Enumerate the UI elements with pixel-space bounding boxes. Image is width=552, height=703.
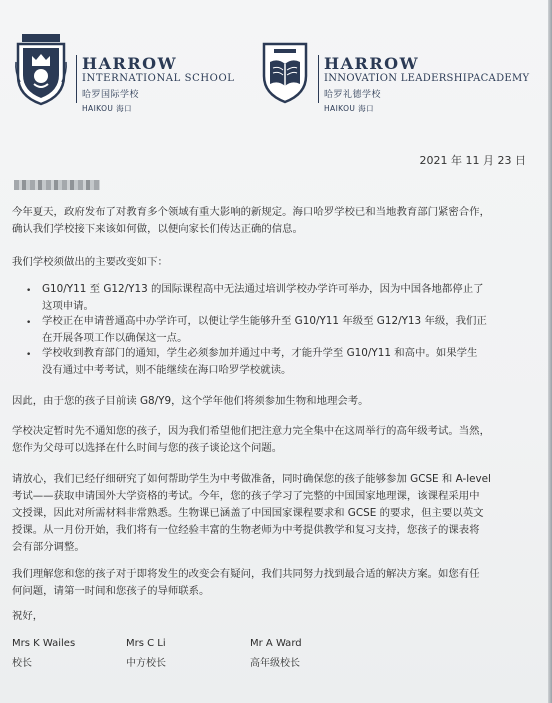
harrow-crest-icon	[14, 32, 68, 106]
right-school-name-cn: 哈罗礼德学校	[324, 90, 382, 100]
bullet-1-line-2: 这项申请。	[42, 300, 94, 312]
bullet-2-line-1: 学校正在申请普通高中办学许可，以便让学生能够升至 G10/Y11 年级至 G12/Y13 年级，我们正	[42, 315, 487, 327]
header-divider-right	[318, 55, 319, 103]
left-school-name-cn: 哈罗国际学校	[82, 90, 140, 100]
signature-name: Mrs K Wailes	[12, 638, 76, 649]
bullet-3-line-1: 学校收到教育部门的通知，学生必须参加并通过中考，才能升学至 G10/Y11 和高中。如果学生	[42, 347, 478, 359]
paragraph-4-line-2: 您作为父母可以选择在什么时间与您的孩子谈论这个问题。	[12, 442, 283, 454]
paragraph-5-line-2: 考试——获取申请国外大学资格的考试。今年，您的孩子学习了完整的中国国家地理课，该课程采用中	[12, 490, 480, 502]
paragraph-4-line-1: 学校决定暂时先不通知您的孩子，因为我们希望他们把注意力完全集中在这周举行的高年级考试。当然，	[12, 425, 490, 437]
paragraph-2: 我们学校须做出的主要改变如下：	[12, 256, 168, 268]
signature-title: 中方校长	[126, 658, 166, 669]
bullet-2-line-2: 在开展各项工作以确保这一点。	[42, 332, 188, 344]
bullet-1-line-1: G10/Y11 至 G12/Y13 的国际课程高中无法通过培训学校办学许可举办，因为中国各地都停止了	[42, 283, 484, 295]
page-edge-shadow	[548, 0, 552, 703]
left-school-subtitle: INTERNATIONAL SCHOOL	[82, 73, 235, 84]
paragraph-5-line-1: 请放心，我们已经仔细研究了如何帮助学生为中考做准备，同时确保您的孩子能够参加 GCSE 和 A-level	[12, 473, 491, 485]
bullet-dot: •	[26, 350, 32, 360]
header-divider-left	[76, 55, 77, 103]
right-school-subtitle: INNOVATION LEADERSHIPACADEMY	[324, 73, 530, 84]
paragraph-1-line-2: 确认我们学校接下来该如何做，以便向家长们传达正确的信息。	[12, 223, 303, 235]
paragraph-6-line-2: 何问题，请第一时间和您孩子的导师联系。	[12, 585, 210, 597]
closing: 祝好，	[12, 610, 44, 622]
signature-title: 高年级校长	[250, 658, 300, 669]
paragraph-6-line-1: 我们理解您和您的孩子对于即将发生的改变会有疑问，我们共同努力找到最合适的解决方案。如您有任	[12, 568, 480, 580]
paragraph-5-line-5: 会有部分调整。	[12, 541, 85, 553]
right-school-city: HAIKOU 海口	[324, 104, 374, 113]
left-school-city: HAIKOU 海口	[82, 104, 132, 113]
signature-name: Mrs C Li	[126, 638, 166, 649]
paragraph-3: 因此，由于您的孩子目前读 G8/Y9，这个学年他们将须参加生物和地理会考。	[12, 395, 369, 407]
signature-title: 校长	[12, 658, 32, 669]
paragraph-5-line-4: 授课。从一月份开始，我们将有一位经验丰富的生物老师为中考提供教学和复习支持，您孩子的课表将	[12, 524, 480, 536]
bullet-dot: •	[26, 318, 32, 328]
letter-date: 2021 年 11 月 23 日	[419, 154, 526, 167]
open-book-crest-icon	[258, 40, 312, 106]
left-school-name: HARROW	[82, 54, 178, 73]
paragraph-1-line-1: 今年夏天，政府发布了对教育多个领域有重大影响的新规定。海口哈罗学校已和当地教育部门紧密合作，	[12, 206, 490, 218]
signature-name: Mr A Ward	[250, 638, 302, 649]
paragraph-5-line-3: 文授课，因此对所需材料非常熟悉。生物课已涵盖了中国国家课程要求和 GCSE 的要求，但主要以英文	[12, 507, 484, 519]
right-school-name: HARROW	[324, 54, 420, 73]
bullet-dot: •	[26, 286, 32, 296]
redacted-recipient	[14, 180, 100, 190]
bullet-3-line-2: 没有通过中考考试，则不能继续在海口哈罗学校就读。	[42, 364, 292, 376]
